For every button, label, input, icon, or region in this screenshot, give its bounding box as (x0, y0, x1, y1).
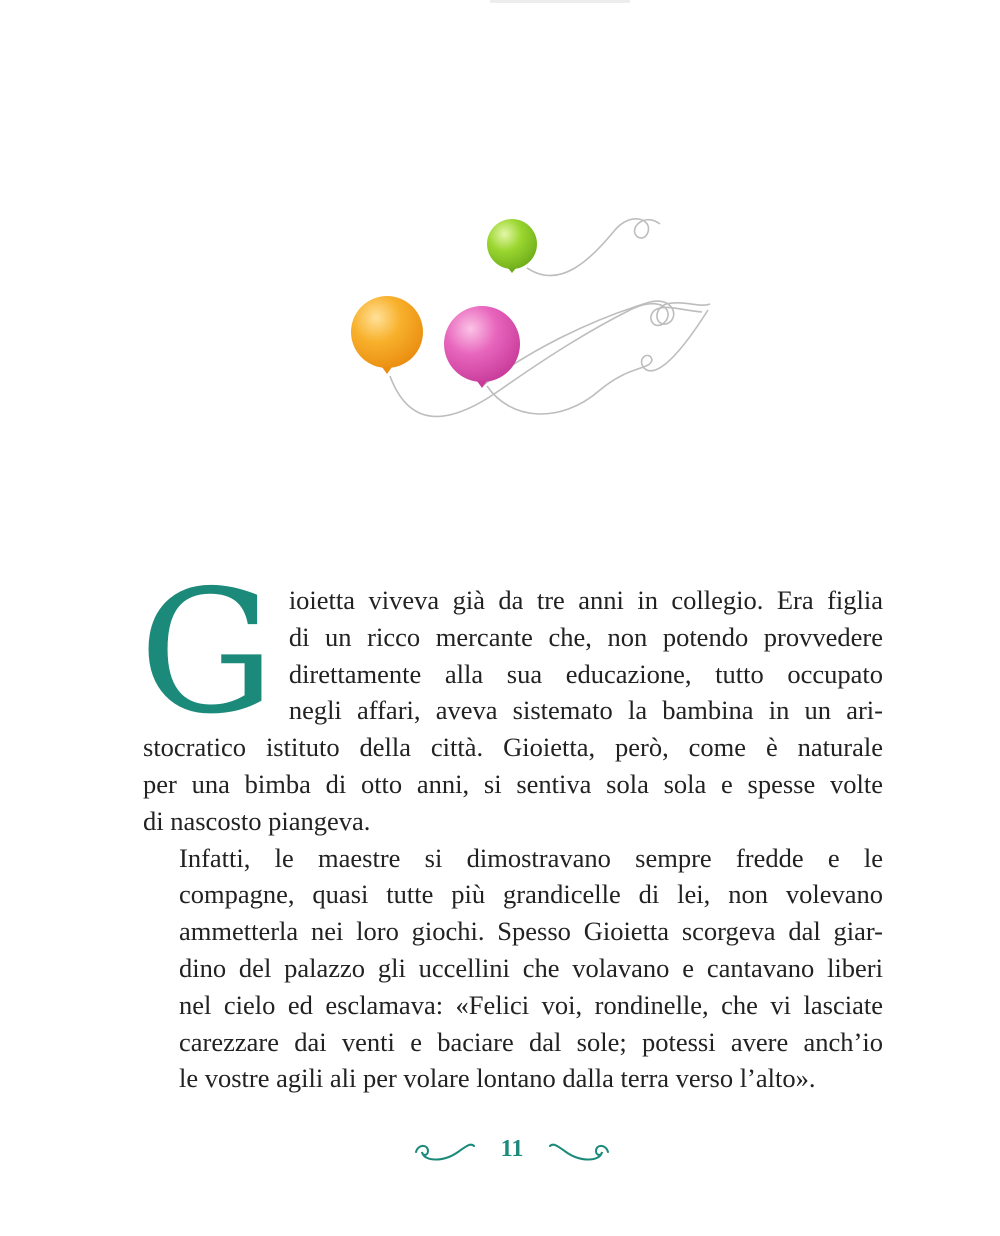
right-flourish-icon (548, 1134, 610, 1166)
green-balloon (487, 219, 537, 273)
page-number: 11 (500, 1136, 524, 1162)
text-line: di un ricco mercante che, non potendo provvedere (288, 621, 883, 652)
text-line: stocratico istituto della città. Gioietta, però, come è naturale (143, 732, 883, 763)
drop-cap: G (139, 554, 275, 752)
balloons-illustration (330, 200, 730, 430)
text-line: compagne, quasi tutte più grandicelle di lei, non volevano (179, 879, 883, 910)
pink-balloon (444, 306, 520, 388)
text-line: carezzare dai venti e baciare dal sole; potessi avere anch’io (179, 1026, 883, 1057)
page-footer (0, 1132, 1000, 1172)
text-line: negli affari, aveva sistemato la bambina in un ari- (288, 695, 883, 726)
text-line: ammetterla nei loro giochi. Spesso Gioietta scorgeva dal giar- (179, 916, 883, 947)
balloon-strings (390, 219, 710, 417)
text-line: ioietta viveva già da tre anni in collegio. Era figlia (288, 585, 883, 615)
text-line: per una bimba di otto anni, si sentiva sola sola e spesse volte (143, 768, 883, 799)
orange-balloon (351, 296, 423, 374)
text-line: direttamente alla sua educazione, tutto occupato (288, 658, 883, 689)
text-line: le vostre agili ali per volare lontano dalla terra verso l’alto». (179, 1063, 816, 1094)
paragraph-1 (139, 554, 883, 840)
text-line: dino del palazzo gli uccellini che volavano e cantavano liberi (179, 952, 883, 983)
text-line: Infatti, le maestre si dimostravano sempre fredde e le (179, 842, 883, 873)
top-decorative-rule (490, 0, 630, 3)
left-flourish-icon (414, 1134, 476, 1166)
paragraph-2 (143, 840, 883, 1098)
text-line: nel cielo ed esclamava: «Felici voi, rondinelle, che vi lasciate (179, 989, 883, 1020)
text-line: di nascosto piangeva. (143, 805, 371, 836)
story-text (139, 554, 883, 1097)
